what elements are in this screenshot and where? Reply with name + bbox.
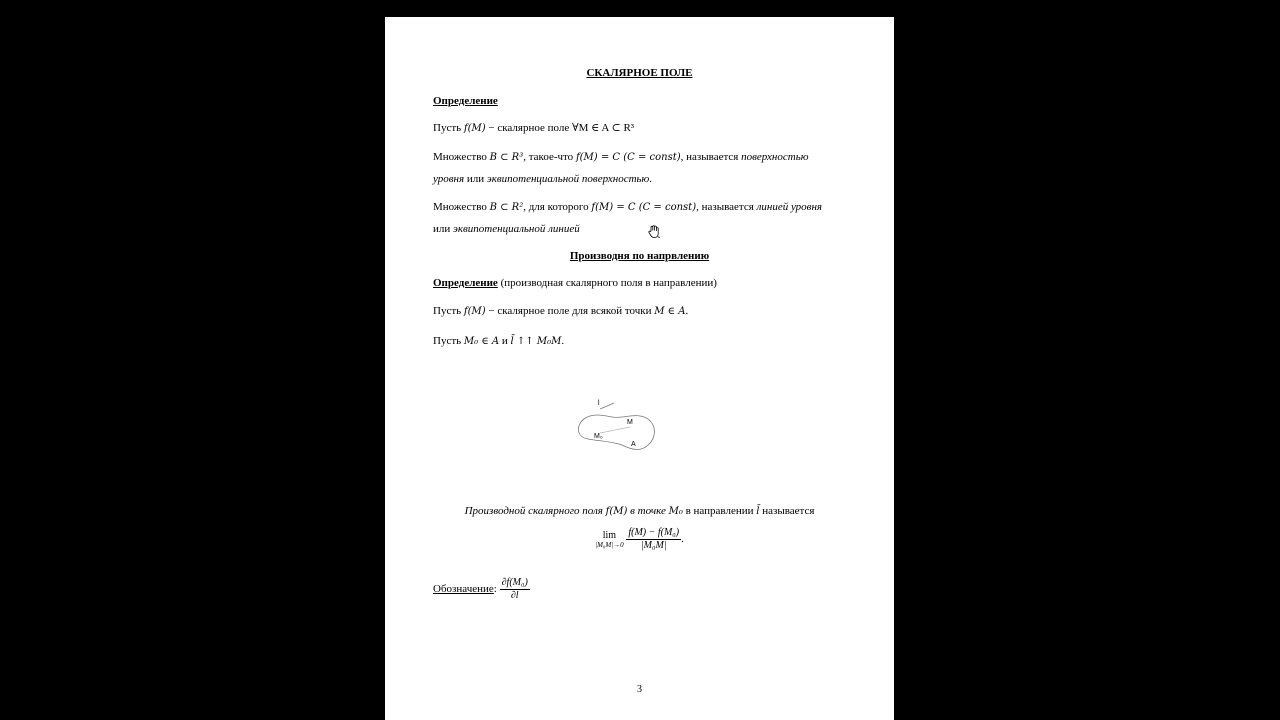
math: B ⊂ R²: [489, 202, 524, 213]
text: .: [681, 533, 684, 546]
text: Пусть: [433, 305, 464, 317]
text: и: [499, 335, 511, 347]
fraction-numerator: f(M) − f(M₀): [628, 527, 680, 538]
text: .: [685, 305, 689, 317]
math: M₀: [668, 506, 683, 517]
math: l̄: [756, 506, 760, 517]
definition-heading: Определение: [433, 277, 498, 289]
region-a-outline: [578, 415, 654, 450]
text: :: [493, 583, 497, 596]
page-title: СКАЛЯРНОЕ ПОЛЕ: [586, 67, 693, 79]
text: называется: [759, 505, 815, 517]
derivative-definition-line: [385, 504, 894, 519]
italic-text: уровня: [433, 173, 465, 185]
text-line-4: [433, 276, 717, 290]
text-line-2b: [433, 172, 652, 186]
text: Множество: [433, 201, 490, 213]
page-number: 3: [637, 684, 642, 695]
direction-line: [600, 403, 614, 409]
math: l̄ ↑↑ M₀M: [510, 336, 562, 347]
text-line-1: [433, 121, 634, 136]
math: B ⊂ R³: [489, 152, 524, 163]
label-m: M: [627, 419, 633, 426]
hand-cursor-icon: [648, 225, 660, 239]
text: или: [464, 173, 487, 185]
text: , для которого: [523, 201, 592, 213]
label-l: l: [598, 400, 600, 407]
italic-text: эквипотенциальной поверхностью: [486, 173, 650, 185]
fraction-denominator: ∂l: [510, 590, 519, 601]
italic-text: эквипотенциальной линией: [453, 223, 580, 235]
text: − скалярное поле ∀M ∈ A ⊂ R³: [485, 122, 635, 134]
limit-fraction: [626, 527, 681, 552]
text: Пусть: [433, 335, 464, 347]
fraction-denominator: |M₀M|: [640, 540, 667, 551]
math: f(M) = C (C = const): [575, 152, 681, 163]
text: , называется: [680, 151, 742, 163]
section-title: Производня по напрвлению: [569, 250, 710, 262]
segment-m0-m: [600, 427, 630, 433]
definition-heading: Определение: [433, 95, 498, 107]
label-a: A: [631, 441, 636, 448]
italic-text: поверхностью: [741, 151, 809, 163]
label-m0: M₀: [594, 433, 603, 440]
text-line-3b: [433, 222, 580, 236]
text: или: [433, 223, 454, 235]
notation-fraction: [500, 577, 530, 602]
italic-text: в точке: [627, 505, 669, 517]
text: , такое-что: [523, 151, 576, 163]
lim-word: lim: [602, 530, 617, 541]
math: f(M) = C (C = const): [591, 202, 697, 213]
lim-subscript: |M₀M|→0: [595, 541, 624, 549]
text: , называется: [696, 201, 757, 213]
text: .: [649, 173, 653, 185]
math: f(M): [463, 306, 486, 317]
document-page: [385, 17, 894, 720]
text: (производная скалярного поля в направлении): [497, 277, 717, 289]
limit-formula: [385, 527, 894, 552]
text-line-3: [433, 200, 822, 215]
math: f(M): [463, 123, 486, 134]
italic-text: Производной скалярного поля: [464, 505, 606, 517]
text: .: [561, 335, 565, 347]
text: Множество: [433, 151, 490, 163]
math: M₀ ∈ A: [463, 336, 500, 347]
text: − скалярное поле для всякой точки: [485, 305, 655, 317]
text: в направлении: [682, 505, 757, 517]
notation-label: Обозначение: [433, 583, 494, 596]
text-line-6: [433, 334, 564, 349]
math: f(M): [605, 506, 628, 517]
text-line-5: [433, 304, 688, 319]
limit-operator: [595, 530, 623, 549]
fraction-numerator: ∂f(M₀): [501, 577, 528, 588]
domain-figure: [570, 395, 660, 457]
text-line-2: [433, 150, 808, 165]
italic-text: линией уровня: [756, 201, 823, 213]
text: Пусть: [433, 122, 464, 134]
notation-line: [433, 577, 530, 602]
math: M ∈ A: [654, 306, 686, 317]
